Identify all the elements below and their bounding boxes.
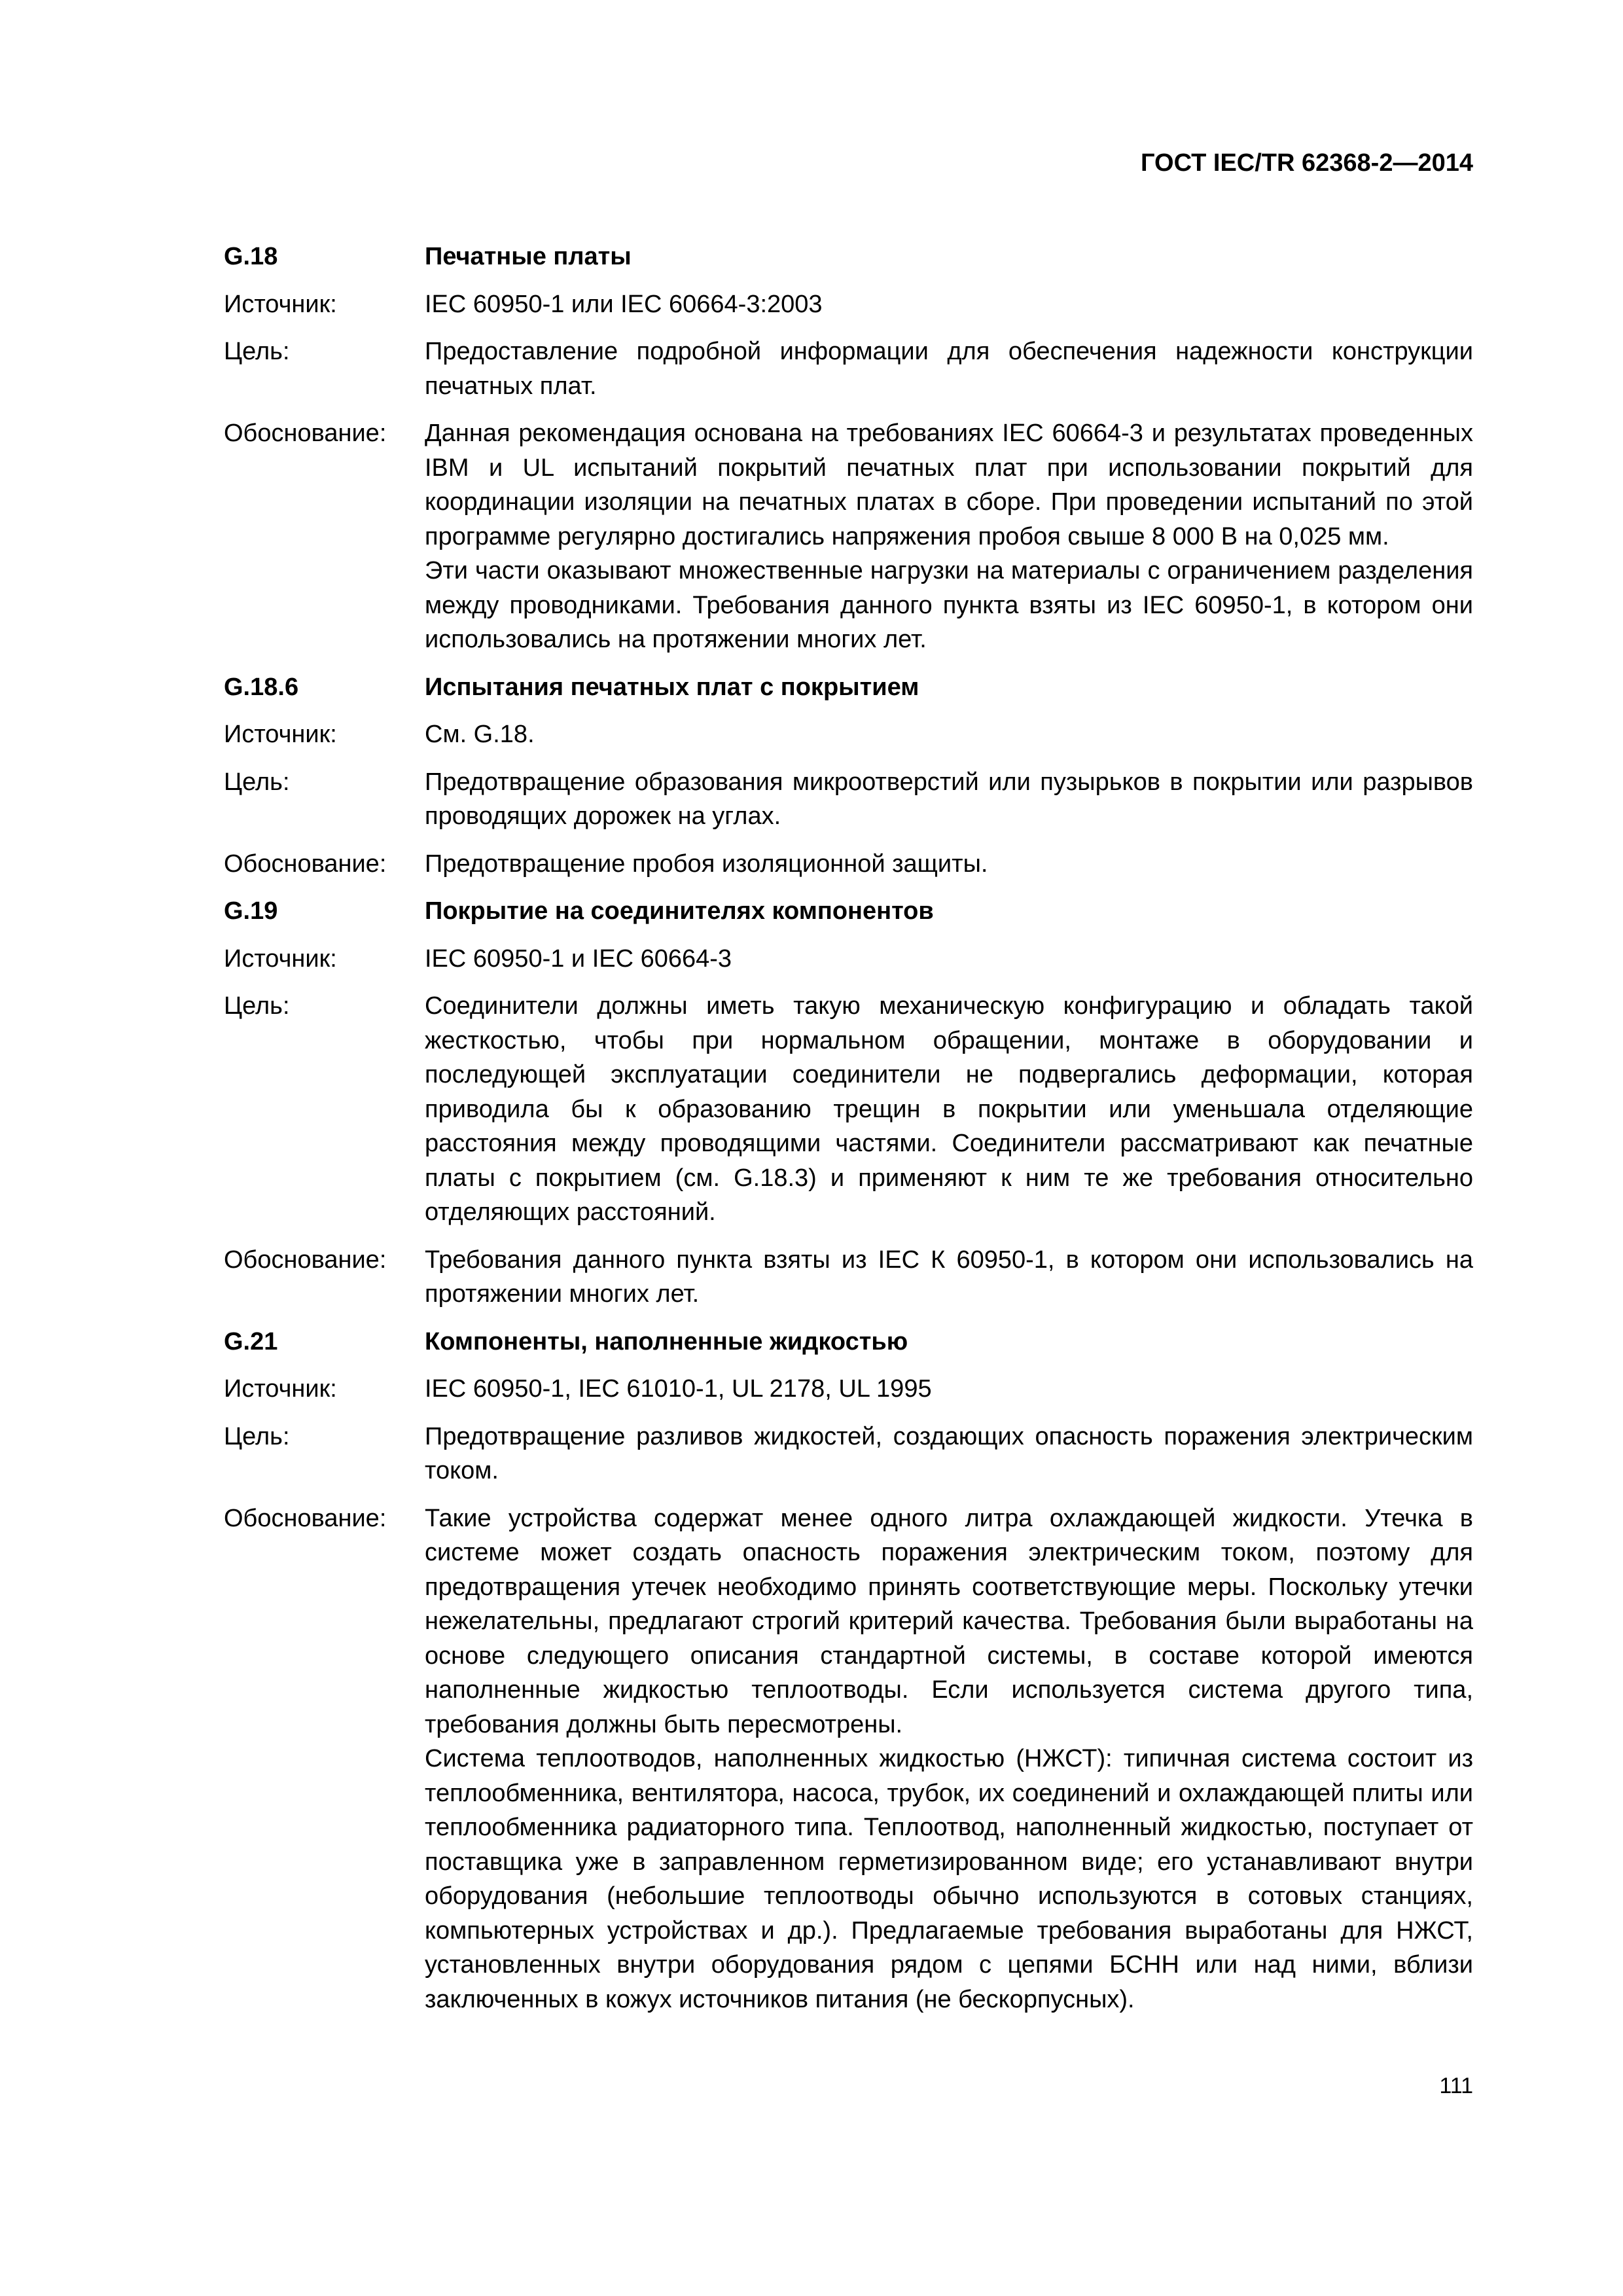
goal-text: Предоставление подробной информации для обеспечения надежности конструкции печатных плат. <box>425 338 1473 400</box>
source-label: Источник: <box>224 944 337 973</box>
rationale-text <box>425 1243 1473 1312</box>
goal-row <box>224 1420 1473 1488</box>
source-label: Источник: <box>224 1375 337 1403</box>
section-heading <box>224 670 1473 705</box>
source-label: Источник: <box>224 290 337 318</box>
section-title: Испытания печатных плат с покрытием <box>425 673 919 701</box>
section-heading <box>224 240 1473 274</box>
rationale-row <box>224 1501 1473 2017</box>
rationale-paragraph: Такие устройства содержат менее одного литра охлаждающей жидкости. Утечка в системе может создать опасность поражения электрическим током, поэтому для предотвращения утечек необходимо принять соответствующие меры. Поскольку утечки нежелательны, предлагают строгий критерий качества. Требования были выработаны на основе следующего описания стандартной системы, в составе которой имеются наполненные жидкостью теплоотводы. Если используется система другого типа, требования должны быть пересмотрены. <box>425 1504 1473 1738</box>
section-title: Покрытие на соединителях компонентов <box>425 897 934 925</box>
section-heading <box>224 1325 1473 1359</box>
section-code: G.19 <box>224 897 278 925</box>
section-title: Печатные платы <box>425 243 632 270</box>
rationale-row <box>224 1243 1473 1312</box>
section-code: G.18 <box>224 243 278 270</box>
source-row <box>224 1372 1473 1407</box>
rationale-row <box>224 847 1473 882</box>
rationale-paragraph: Предотвращение пробоя изоляционной защиты. <box>425 850 988 878</box>
section-code: G.18.6 <box>224 673 299 701</box>
rationale-label: Обоснование: <box>224 420 387 447</box>
rationale-paragraph: Требования данного пункта взяты из IEC К 60950-1, в котором они использовались на протяжении многих лет. <box>425 1246 1473 1308</box>
rationale-label: Обоснование: <box>224 1504 387 1532</box>
source-row <box>224 287 1473 322</box>
rationale-text <box>425 416 1473 657</box>
page-number: 111 <box>1439 2073 1473 2098</box>
goal-text: Предотвращение разливов жидкостей, создающих опасность поражения электрическим током. <box>425 1422 1473 1484</box>
section-code: G.21 <box>224 1327 278 1355</box>
rationale-text <box>425 1501 1473 2017</box>
goal-label: Цель: <box>224 768 290 796</box>
goal-text: Соединители должны иметь такую механическую конфигурацию и обладать такой жесткостью, чтобы при нормальном обращении, монтаже в оборудовании и последующей эксплуатации соединители не подвергались деформации, которая приводила бы к образованию трещин в покрытии или уменьшала отделяющие расстояния между проводящими частями. Соединители рассматривают как печатные платы с покрытием (см. G.18.3) и применяют к ним те же требования относительно отделяющих расстояний. <box>425 992 1473 1226</box>
goal-label: Цель: <box>224 1422 290 1450</box>
goal-row <box>224 334 1473 403</box>
rationale-row <box>224 416 1473 657</box>
goal-row <box>224 765 1473 834</box>
rationale-label: Обоснование: <box>224 850 387 878</box>
goal-label: Цель: <box>224 992 290 1020</box>
section-heading <box>224 894 1473 929</box>
source-row <box>224 942 1473 977</box>
goal-label: Цель: <box>224 338 290 365</box>
source-text: См. G.18. <box>425 721 535 748</box>
page-header: ГОСТ IEC/TR 62368-2—2014 <box>1141 149 1473 177</box>
document-body <box>224 240 1473 2030</box>
goal-text: Предотвращение образования микроотверстий или пузырьков в покрытии или разрывов проводящих дорожек на углах. <box>425 768 1473 830</box>
section-g21 <box>224 1325 1473 2017</box>
source-text: IEC 60950-1 или IEC 60664-3:2003 <box>425 290 823 318</box>
goal-row <box>224 989 1473 1230</box>
source-text: IEC 60950-1, IEC 61010-1, UL 2178, UL 1995 <box>425 1375 932 1403</box>
rationale-text <box>425 847 1473 882</box>
section-title: Компоненты, наполненные жидкостью <box>425 1327 908 1355</box>
source-text: IEC 60950-1 и IEC 60664-3 <box>425 944 732 973</box>
rationale-paragraph: Система теплоотводов, наполненных жидкостью (НЖСТ): типичная система состоит из теплообменника, вентилятора, насоса, трубок, их соединений и охлаждающей плиты или теплообменника радиаторного типа. Теплоотвод, наполненный жидкостью, поступает от поставщика уже в заправленном герметизированном виде; его устанавливают внутри оборудования (небольшие теплоотводы обычно используются в сотовых станциях, компьютерных устройствах и др.). Предлагаемые требования выработаны для НЖСТ, установленных внутри оборудования рядом с цепями БСНН или над ними, вблизи заключенных в кожух источников питания (не бескорпусных). <box>425 1745 1473 2013</box>
section-g19 <box>224 894 1473 1312</box>
rationale-paragraph: Данная рекомендация основана на требованиях IEC 60664-3 и результатах проведенных IBM и UL испытаний покрытий печатных плат при использовании покрытий для координации изоляции на печатных платах в сборе. При проведении испытаний по этой программе регулярно достигались напряжения пробоя свыше 8 000 В на 0,025 мм. <box>425 420 1473 550</box>
rationale-paragraph: Эти части оказывают множественные нагрузки на материалы с ограничением разделения между проводниками. Требования данного пункта взяты из IEC 60950-1, в котором они использовались на протяжении многих лет. <box>425 557 1473 653</box>
rationale-label: Обоснование: <box>224 1246 387 1274</box>
section-g18-6 <box>224 670 1473 882</box>
source-row <box>224 717 1473 752</box>
section-g18 <box>224 240 1473 657</box>
source-label: Источник: <box>224 721 337 748</box>
